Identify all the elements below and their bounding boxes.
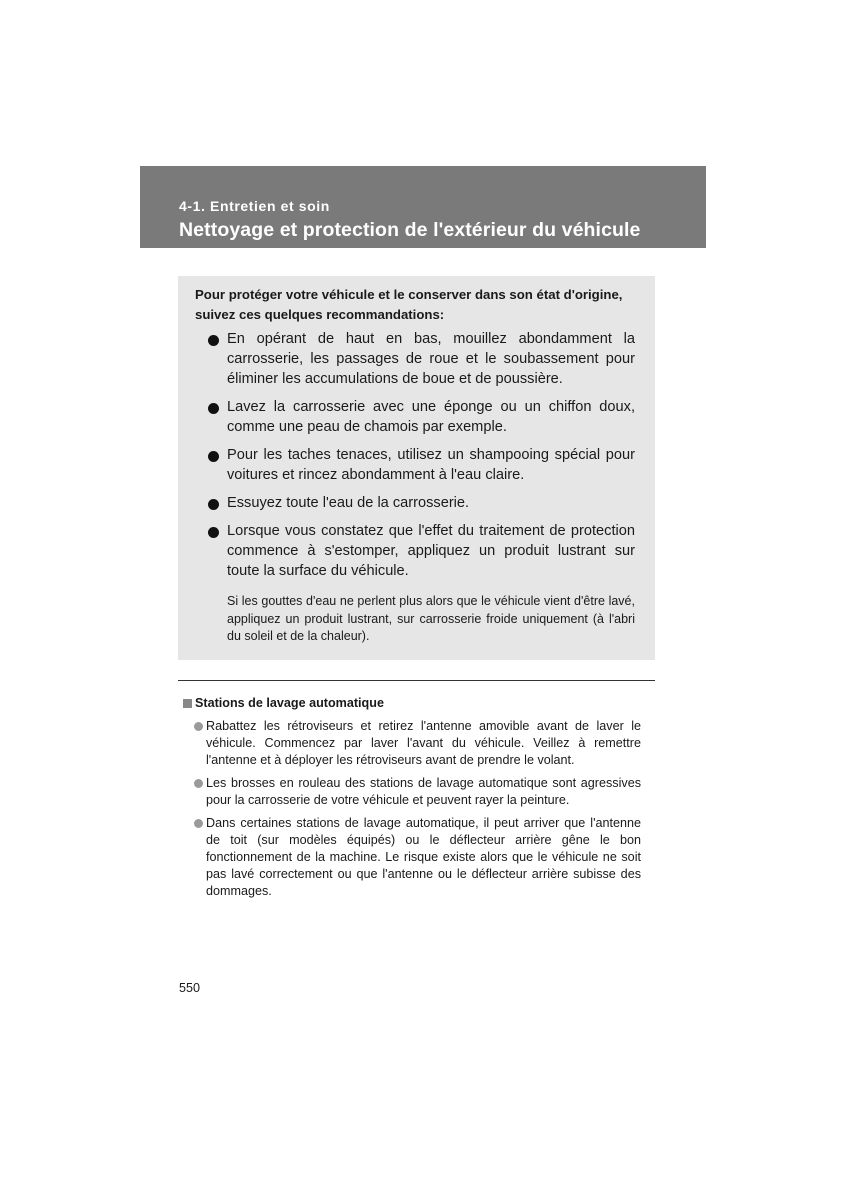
car-wash-heading	[183, 696, 384, 710]
recommendations-box	[178, 276, 655, 660]
list-item	[208, 329, 635, 389]
page-number: 550	[179, 981, 201, 995]
car-wash-list	[194, 718, 641, 906]
square-marker-icon	[183, 699, 192, 708]
section-label: 4-1. Entretien et soin	[179, 198, 330, 214]
list-item-text: Les brosses en rouleau des stations de lavage automatique sont agressives pour la carrosserie de votre véhicule et peuvent rayer la peinture.	[206, 776, 641, 807]
list-item-text: Lavez la carrosserie avec une éponge ou un chiffon doux, comme une peau de chamois par exemple.	[227, 399, 635, 435]
list-item-text: Essuyez toute l'eau de la carrosserie.	[227, 495, 470, 511]
list-item-text: En opérant de haut en bas, mouillez abondamment la carrosserie, les passages de roue et le soubassement pour éliminer les accumulations de boue et de poussière.	[227, 331, 635, 387]
chapter-header	[140, 166, 706, 248]
list-item-text: Lorsque vous constatez que l'effet du traitement de protection commence à s'estomper, appliquez un produit lustrant sur toute la surface du véhicule.	[227, 523, 635, 579]
list-item-text: Rabattez les rétroviseurs et retirez l'antenne amovible avant de laver le véhicule. Commencez par laver l'avant du véhicule. Veillez à remettre l'antenne et à déployer les rétroviseurs avant de prendre le volant.	[206, 719, 641, 767]
list-item	[208, 521, 635, 581]
list-item	[194, 815, 641, 900]
list-item	[208, 493, 635, 513]
car-wash-heading-text: Stations de lavage automatique	[195, 696, 384, 710]
section-divider	[178, 680, 655, 681]
bullet-icon	[208, 527, 219, 538]
bullet-icon	[194, 819, 203, 828]
list-item	[194, 718, 641, 769]
list-item	[208, 445, 635, 485]
bullet-icon	[208, 499, 219, 510]
bullet-icon	[208, 451, 219, 462]
recommendations-list	[208, 329, 635, 589]
list-item-text: Dans certaines stations de lavage automatique, il peut arriver que l'antenne de toit (sur modèles équipés) ou le déflecteur arrière gêne le bon fonctionnement de la machine. Le risque existe alors que le véhicule ne soit pas lavé correctement ou que l'antenne ou le déflecteur arrière subisse des dommages.	[206, 816, 641, 898]
bullet-icon	[208, 403, 219, 414]
page-title: Nettoyage et protection de l'extérieur du véhicule	[179, 219, 641, 241]
polish-note: Si les gouttes d'eau ne perlent plus alors que le véhicule vient d'être lavé, appliquez un produit lustrant, sur carrosserie froide uniquement (à l'abri du soleil et de la chaleur).	[227, 594, 635, 643]
bullet-icon	[194, 779, 203, 788]
list-item	[208, 397, 635, 437]
recommendations-heading: Pour protéger votre véhicule et le conserver dans son état d'origine, suivez ces quelques recommandations:	[195, 287, 623, 322]
list-item-text: Pour les taches tenaces, utilisez un shampooing spécial pour voitures et rincez abondamment à l'eau claire.	[227, 447, 635, 483]
list-item	[194, 775, 641, 809]
bullet-icon	[208, 335, 219, 346]
bullet-icon	[194, 722, 203, 731]
